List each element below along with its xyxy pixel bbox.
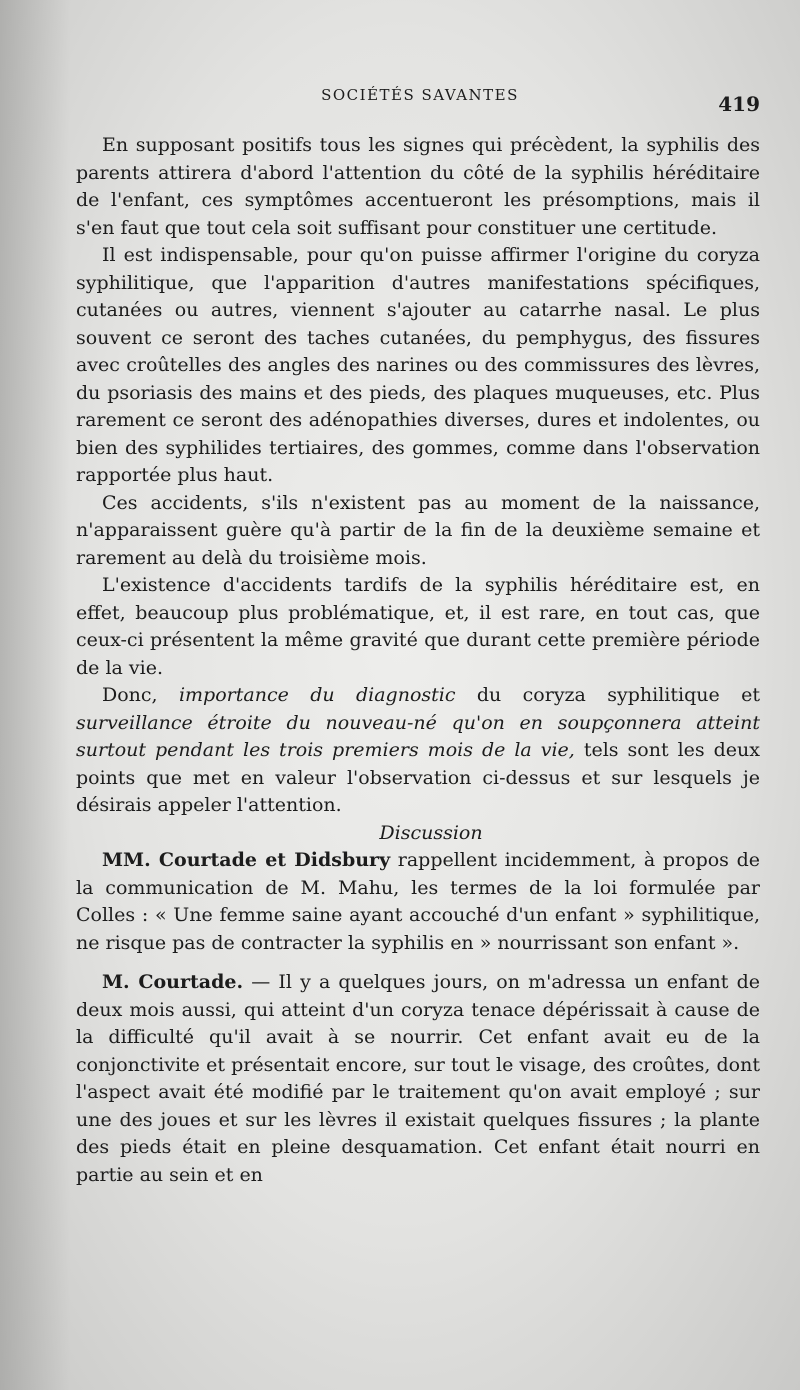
conclusion-lead: Donc,: [102, 684, 179, 706]
section-heading: Discussion: [379, 821, 483, 844]
discussion-entry: [76, 969, 760, 1189]
conclusion-emphasis: surveillance étroite du nouveau-né qu'on en soupçonnera atteint surtout pendant les trois premiers mois de la vie,: [76, 711, 760, 761]
page-edge-shadow: [0, 0, 70, 1390]
speaker-name: M. Courtade.: [102, 971, 244, 993]
page-header: [80, 86, 760, 120]
conclusion-text: du coryza syphilitique et: [455, 684, 760, 706]
conclusion-paragraph: [76, 682, 760, 820]
paragraph: En supposant positifs tous les signes qui précèdent, la syphilis des parents attirera d'abord l'attention du côté de la syphilis héréditaire de l'enfant, ces symptômes accentueront les présomptions, mais il s'en faut que tout cela soit suffisant pour constituer une certitude.: [76, 134, 760, 239]
paragraph: Ces accidents, s'ils n'existent pas au moment de la naissance, n'apparaissent guère qu'à partir de la fin de la deuxième semaine et rarement au delà du troisième mois.: [76, 491, 760, 569]
conclusion-text: tels sont les deux points que met en valeur l'observation ci-dessus et sur lesquels je désirais appeler l'attention.: [76, 739, 760, 816]
running-head: SOCIÉTÉS SAVANTES: [321, 86, 519, 104]
discussion-text: rappellent incidemment, à propos de la communication de M. Mahu, les termes de la loi formulée par Colles : « Une femme saine ayant accouché d'un enfant » syphilitique, ne risque pas de contracter la syphilis en » nourrissant son enfant ».: [76, 849, 760, 954]
discussion-entry: [76, 847, 760, 957]
conclusion-emphasis: importance du diagnostic: [178, 684, 456, 706]
paragraph: L'existence d'accidents tardifs de la syphilis héréditaire est, en effet, beaucoup plus problématique, et, il est rare, en tout cas, que ceux-ci présentent la même gravité que durant cette première période de la vie.: [76, 574, 760, 679]
paragraph: Il est indispensable, pour qu'on puisse affirmer l'origine du coryza syphilitique, que l'apparition d'autres manifestations spécifiques, cutanées ou autres, viennent s'ajouter au catarrhe nasal. Le plus souvent ce seront des taches cutanées, du pemphygus, des fissures avec croûtelles des angles des narines ou des commissures des lèvres, du psoriasis des mains et des pieds, des plaques muqueuses, etc. Plus rarement ce seront des adénopathies diverses, dures et indolentes, ou bien des syphilides tertiaires, des gommes, comme dans l'observation rapportée plus haut.: [76, 244, 760, 486]
speaker-name: MM. Courtade et Didsbury: [102, 849, 391, 871]
page-number: 419: [718, 92, 760, 116]
page-body: [76, 132, 760, 1189]
discussion-text: — Il y a quelques jours, on m'adressa un enfant de deux mois aussi, qui atteint d'un coryza tenace dépérissait à cause de la difficulté qu'il avait à se nourrir. Cet enfant avait eu de la conjonctivite et présentait encore, sur tout le visage, des croûtes, dont l'aspect avait été modifié par le traitement qu'on avait employé ; sur une des joues et sur les lèvres il existait quelques fissures ; la plante des pieds était en pleine desquamation. Cet enfant était nourri en partie au sein et en: [76, 971, 760, 1186]
